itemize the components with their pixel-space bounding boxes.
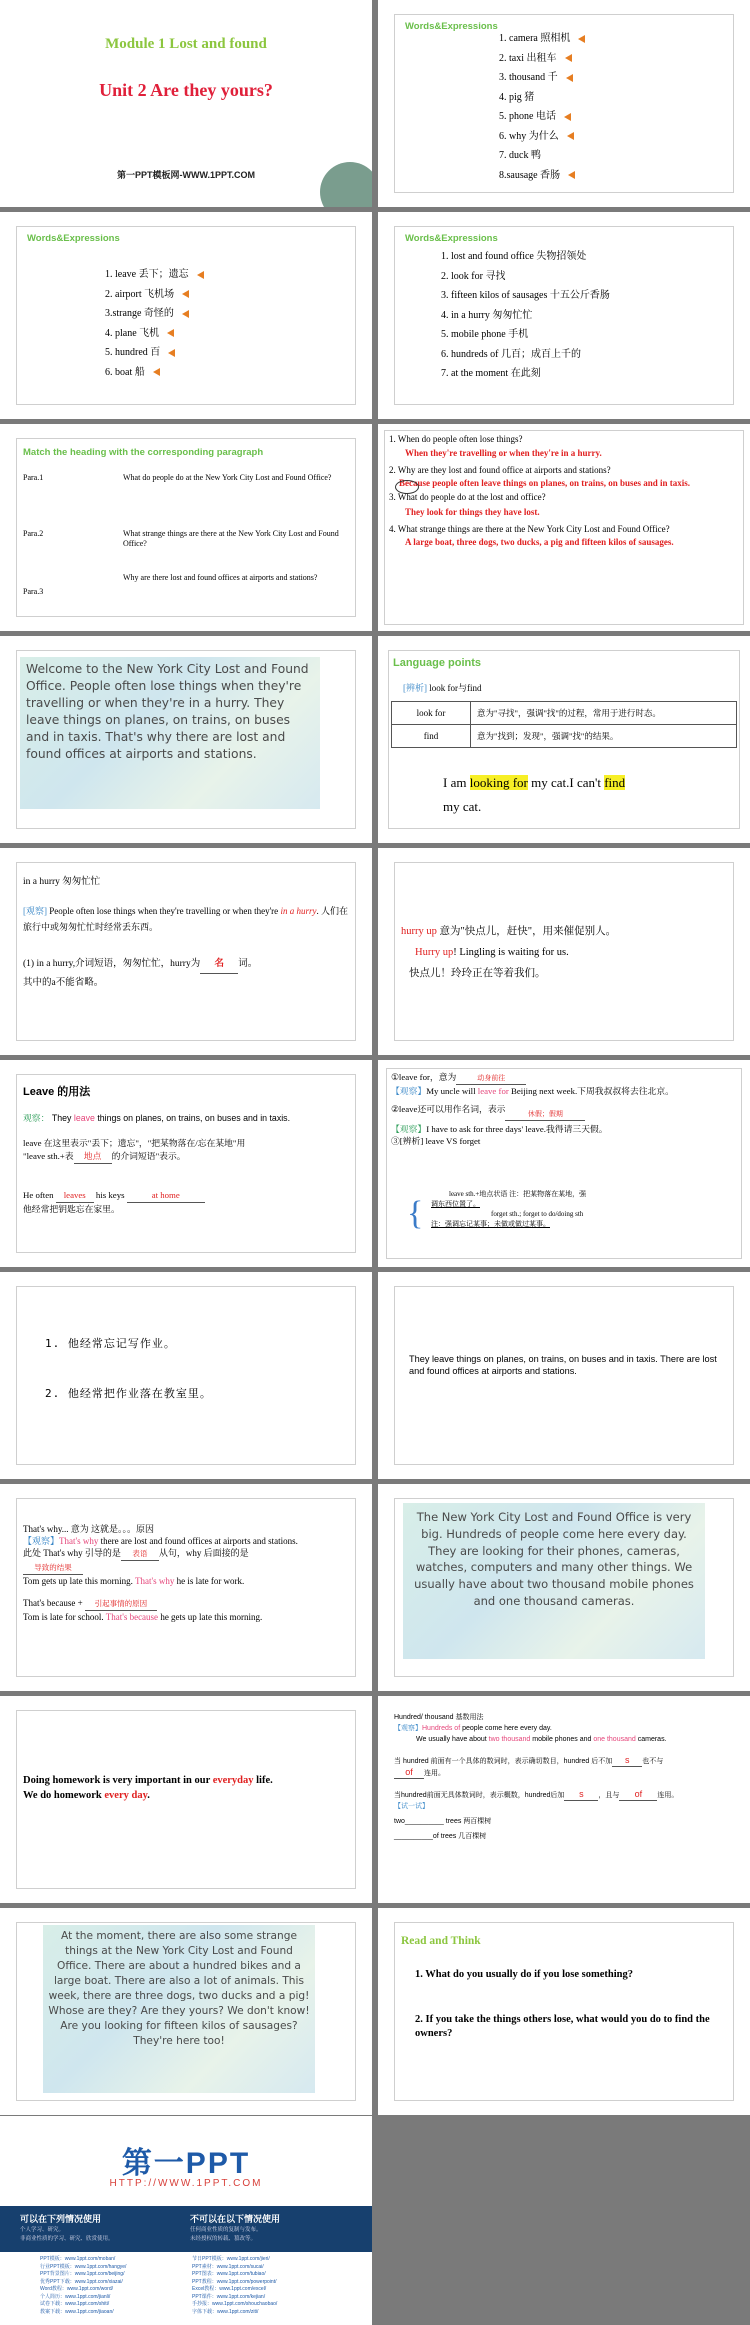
fill-blank: of <box>619 1789 657 1801</box>
passage-box <box>20 657 320 809</box>
lp-title: Language points <box>393 657 481 669</box>
slide-frame <box>16 862 356 1041</box>
slide-title <box>0 0 372 207</box>
fill-blank: at home <box>127 1189 205 1203</box>
question: 2. Why are they lost and found office at airports and stations? <box>389 465 611 475</box>
question: 4. What strange things are there at the New York City Lost and Found Office? <box>389 524 670 534</box>
sentence-text: They leave things on planes, on trains, on buses and in taxis. There are lost and found offices at airports and stations. <box>409 1354 717 1376</box>
list-item: 1. lost and found office 失物招领处 <box>441 251 587 262</box>
fill-blank: leaves <box>56 1189 94 1203</box>
slide-passage-1 <box>0 636 372 843</box>
note-line: (1) in a hurry,介词短语，匆匆忙忙，hurry为 名 词。 其中的a不能省略。 <box>23 955 349 992</box>
slide-frame <box>16 1074 356 1253</box>
link-item[interactable]: PPT课件：www.1ppt.com/kejian/ <box>192 2293 266 2300</box>
compare-notes: leave sth.+地点状语 注：把某物落在某地，强 调东西位置了。 forget sth.; forget to do/doing sth 注：强调忘记某事；未做或做过某事。 <box>431 1190 587 1228</box>
arrow-icon <box>565 54 572 62</box>
cell-word: look for <box>392 702 471 725</box>
answer: A large boat, three dogs, two ducks, a pig and fifteen kilos of sausages. <box>405 537 674 547</box>
slide-questions <box>378 424 750 631</box>
slide-in-a-hurry <box>0 848 372 1055</box>
tag: [辨析] <box>403 683 427 693</box>
everyday-sentences: Doing homework is very important in our everyday life. We do homework every day. <box>23 1775 273 1801</box>
arrow-icon <box>168 349 175 357</box>
question: 3. What do people do at the lost and office? <box>389 492 546 502</box>
table-row <box>392 725 737 748</box>
slide-frame <box>388 650 740 829</box>
answer: They look for things they have lost. <box>405 507 540 517</box>
link-item[interactable]: 试卷下载：www.1ppt.com/shiti/ <box>40 2301 110 2307</box>
arrow-icon <box>578 35 585 43</box>
slide-frame <box>386 1068 742 1259</box>
circle-mark <box>395 480 419 494</box>
rt-title: Read and Think <box>401 1935 481 1947</box>
fill-blank: 导致的结果 <box>23 1562 83 1575</box>
list-item: 6. boat 船 <box>105 363 204 383</box>
slide-words-1 <box>378 0 750 207</box>
bracket-icon: { <box>407 1195 424 1232</box>
slide-frame <box>16 1498 356 1677</box>
arrow-icon <box>566 74 573 82</box>
slide-frame <box>16 226 356 405</box>
link-item[interactable]: 节日PPT模板：www.1ppt.com/jieri/ <box>192 2256 270 2262</box>
list-item: 6. why 为什么 <box>499 127 585 147</box>
phrase-list <box>441 247 610 384</box>
translate-item: 2. 他经常把作业落在教室里。 <box>45 1387 212 1400</box>
word-list <box>499 29 585 185</box>
links-left <box>40 2256 126 2316</box>
heading-text: Why are there lost and found offices at airports and stations? <box>123 573 318 582</box>
passage-box <box>43 1925 315 2093</box>
slide-frame <box>394 1286 734 1465</box>
hundred-notes: Hundred/ thousand 基数用法 【观察】Hundreds of people come here every day. We usually have about two thousand mobile phones and one thousand cameras. 当 hundred 前面有一个具体的数词时，表示确切数目，hundred 后不加 s 也不与 of 连用。 当hundred前面无具体数词时，表示概数，hundred后加 s ，且与 of 连用。 【试一试】 two__________ trees 两百棵树 __________of trees 几百棵树 <box>394 1714 679 1840</box>
slide-read-think <box>378 1908 750 2115</box>
leave-observe: 观察： They leave things on planes, on trains, on buses and in taxis. <box>23 1113 291 1123</box>
slide-frame <box>16 650 356 829</box>
point-head: in a hurry 匆匆忙忙 <box>23 877 101 887</box>
heading-text: What do people do at the New York City Lost and Found Office? <box>123 473 332 482</box>
section-header: Words&Expressions <box>405 233 498 244</box>
slide-sentence <box>378 1272 750 1479</box>
para-label: Para.2 <box>23 529 44 538</box>
allowed-head: 可以在下列情况使用 <box>20 2214 102 2224</box>
fill-blank: of <box>394 1767 424 1779</box>
slide-phrases <box>378 212 750 419</box>
arrow-icon <box>153 368 160 376</box>
leave-title: Leave 的用法 <box>23 1086 91 1098</box>
section-header: Words&Expressions <box>405 21 498 32</box>
fill-blank: 动身前往 <box>456 1072 526 1085</box>
slide-frame <box>16 438 356 617</box>
slide-frame <box>16 1286 356 1465</box>
arrow-icon <box>182 310 189 318</box>
slide-passage-3 <box>0 1908 372 2115</box>
list-item: 7. duck 鸭 <box>499 150 541 161</box>
info-band: 可以在下列情况使用 个人学习、研究。 非商业性质的学习、研究、欣赏使用。 不可以在以下情况使用 任何商业性质的复制与发布。 未经授权的转载、篡改等。 PPT模板：www.1ppt.com/moban/ 行业PPT模板：www.1ppt.com/hangye/ PPT背景图片：www.1ppt.com/beijing/ 优秀PPT下载：www.1ppt.com/xiazai/ Word教程：www.1ppt.com/word/ 个人简历：www.1ppt.com/jianli/ 试卷下载：www.1ppt.com/shiti/ 教案下载：www.1ppt.com/jiaoan/ 节日PPT模板：www.1ppt.com/jieri/ PPT素材：www.1ppt.com/sucai/ PPT图表：www.1ppt.com/tubiao/ PPT教程：www.1ppt.com/powerpoint/ Excel教程：www.1ppt.com/excel/ PPT课件：www.1ppt.com/kejian/ 手抄报：www.1ppt.com/shouchaobao/ 字体下载：www.1ppt.com/ziti/ <box>0 2206 372 2325</box>
leave-example: He often leaves his keys at home 他经常把钥匙忘在家里。 <box>23 1189 351 1216</box>
slide-frame <box>394 862 734 1041</box>
answer: Because people often leave things on planes, on trains, on buses and in taxis. <box>399 478 691 488</box>
hurry-up-explain: hurry up 意为"快点儿，赶快"，用来催促别人。 Hurry up! Lingling is waiting for us. 快点儿！玲玲正在等着我们。 <box>401 926 617 979</box>
link-item[interactable]: 字体下载：www.1ppt.com/ziti/ <box>192 2308 259 2315</box>
section-header: Words&Expressions <box>27 233 120 244</box>
list-item: 4. in a hurry 匆匆忙忙 <box>441 309 533 321</box>
list-item: 4. pig 猪 <box>499 91 535 103</box>
arrow-icon <box>564 113 571 121</box>
highlight: find <box>604 775 626 790</box>
module-title: Module 1 Lost and found <box>105 36 267 52</box>
list-item: 4. plane 飞机 <box>105 324 204 344</box>
list-item: 3. fifteen kilos of sausages 十五公斤香肠 <box>441 290 610 301</box>
slide-translate <box>0 1272 372 1479</box>
thats-why-notes: That's why... 意为 这就是。。。原因 【观察】That's why there are lost and found offices at airports and stations. 此处 That's why 引导的是 表语 从句，why 后面接的是 导致的结果 Tom gets up late this morning. That's why he is late for work. That's because + 引起事情的原因 Tom is late for school. That's because he gets up late this morning. <box>23 1524 298 1622</box>
qa-block <box>389 434 739 548</box>
slide-match <box>0 424 372 631</box>
link-item[interactable]: PPT素材：www.1ppt.com/sucai/ <box>192 2263 264 2270</box>
slide-frame <box>394 1922 734 2101</box>
rt-question: 2. If you take the things others lose, what would you do to find the owners? <box>415 2014 710 2039</box>
answer: When they're travelling or when they're in a hurry. <box>405 448 602 458</box>
cell-desc: 意为"寻找"，强调"找"的过程，常用于进行时态。 <box>471 702 737 725</box>
unit-title: Unit 2 Are they yours? <box>99 80 273 100</box>
arrow-icon <box>568 171 575 179</box>
slide-ad <box>0 2116 372 2325</box>
brand-url: HTTP://WWW.1PPT.COM <box>109 2178 263 2189</box>
list-item: 5. hundred 百 <box>105 343 204 363</box>
cell-word: find <box>392 725 471 748</box>
table-row <box>392 702 737 725</box>
para-label: Para.3 <box>23 587 44 596</box>
match-title: Match the heading with the corresponding paragraph <box>23 447 264 458</box>
passage-text: At the moment, there are also some strange things at the New York City Lost and Found Office. There are about a hundred bikes and a large boat. There are also a lot of animals. This week, there are three dogs, two ducks and a pig! Whose are they? Are they yours? We don't know! Are you looking for fifteen kilos of sausages? They're here too! <box>48 1930 310 2047</box>
link-item[interactable]: Word教程：www.1ppt.com/word/ <box>40 2286 113 2292</box>
slide-language-points <box>378 636 750 843</box>
link-item[interactable]: 个人简历：www.1ppt.com/jianli/ <box>40 2293 111 2300</box>
fill-blank: 名 <box>200 955 238 974</box>
fill-blank: 地点 <box>74 1150 112 1164</box>
rt-question: 1. What do you usually do if you lose something? <box>415 1969 634 1980</box>
translate-item: 1. 他经常忘记写作业。 <box>45 1337 176 1350</box>
list-item: 2. taxi 出租车 <box>499 49 585 69</box>
slide-frame <box>16 1922 356 2101</box>
list-item: 8.sausage 香肠 <box>499 166 585 186</box>
slide-leave-for <box>378 1060 750 1267</box>
site-label: 第一PPT模板网-WWW.1PPT.COM <box>117 170 255 180</box>
observe-line: [观察] People often lose things when they're travelling or when they're in a hurry. 人们在旅行中或匆匆忙忙时经常丢东西。 <box>23 906 348 932</box>
heading-text: What strange things are there at the New York City Lost and Found Office? <box>123 529 339 548</box>
slide-frame <box>16 1710 356 1889</box>
slide-frame <box>394 226 734 405</box>
fill-blank: 引起事情的原因 <box>85 1598 157 1611</box>
slide-frame <box>394 1498 734 1677</box>
link-item[interactable]: PPT背景图片：www.1ppt.com/beijing/ <box>40 2271 125 2277</box>
link-item[interactable]: PPT教程：www.1ppt.com/powerpoint/ <box>192 2278 277 2285</box>
slide-thats-why <box>0 1484 372 1691</box>
list-item: 2. airport 飞机场 <box>105 285 204 305</box>
fill-blank: 休假；假期 <box>505 1108 585 1121</box>
link-item[interactable]: PPT图表：www.1ppt.com/tubiao/ <box>192 2271 266 2277</box>
slide-hundred-thousand <box>378 1696 750 1903</box>
link-item[interactable]: 教案下载：www.1ppt.com/jiaoan/ <box>40 2308 114 2315</box>
para-label: Para.1 <box>23 473 44 482</box>
list-item: 5. mobile phone 手机 <box>441 329 529 340</box>
link-item[interactable]: PPT模板：www.1ppt.com/moban/ <box>40 2256 116 2262</box>
list-item: 2. look for 寻找 <box>441 270 506 282</box>
question: 1. When do people often lose things? <box>389 434 523 444</box>
passage-text: Welcome to the New York City Lost and Found Office. People often lose things when they're travelling or when they're in a hurry. They leave things on planes, on trains, on buses and in taxis. That's why there are lost and found offices at airports and stations. <box>26 662 309 761</box>
list-item: 3. thousand 千 <box>499 68 585 88</box>
forbidden-head: 不可以在以下情况使用 <box>190 2214 281 2224</box>
slide-words-2 <box>0 212 372 419</box>
slide-frame <box>394 14 734 193</box>
arrow-icon <box>182 290 189 298</box>
slide-hurry-up <box>378 848 750 1055</box>
links-right <box>192 2256 277 2316</box>
fill-blank: 表语 <box>121 1548 159 1561</box>
arrow-icon <box>567 132 574 140</box>
compare-label: [辨析] look for与find <box>403 683 482 693</box>
compare-table <box>391 701 737 748</box>
brand-logo: 第一PPT <box>121 2147 251 2180</box>
word-list <box>105 265 204 382</box>
list-item: 5. phone 电话 <box>499 107 585 127</box>
link-item[interactable]: 优秀PPT下载：www.1ppt.com/xiazai/ <box>40 2278 123 2285</box>
link-item[interactable]: Excel教程：www.1ppt.com/excel/ <box>192 2286 267 2292</box>
list-item: 7. at the moment 在此刻 <box>441 368 541 379</box>
list-item: 1. camera 照相机 <box>499 29 585 49</box>
passage-text: The New York City Lost and Found Office is very big. Hundreds of people come here every day. They are looking for their phones, cameras, watches, computers and many other things. We usually have about two thousand mobile phones and one thousand cameras. <box>414 1510 694 1608</box>
example-sentence: I am looking for my cat.I can't find my cat. <box>443 775 626 814</box>
slide-leave-usage <box>0 1060 372 1267</box>
passage-box <box>403 1503 705 1659</box>
slide-frame <box>384 430 744 625</box>
list-item: 3.strange 奇怪的 <box>105 304 204 324</box>
link-item[interactable]: 手抄报：www.1ppt.com/shouchaobao/ <box>192 2301 278 2307</box>
fill-blank: s <box>564 1789 598 1801</box>
cell-desc: 意为"找到；发现"，强调"找"的结果。 <box>471 725 737 748</box>
slide-frame <box>394 1710 734 1889</box>
list-item: 6. hundreds of 几百；成百上千的 <box>441 348 581 360</box>
leave-for-notes: ①leave for，意为 动身前往 【观察】My uncle will leave for Beijing next week.下周我叔叔将去往北京。 ②leave还可以用作名词，表示 休假；假期 【观察】I have to ask for three days' leave.我得请三天假。 ③[辨析] leave VS forget <box>391 1072 674 1146</box>
link-item[interactable]: 行业PPT模板：www.1ppt.com/hangye/ <box>40 2263 127 2270</box>
leave-explain: leave 在这里表示"丢下；遗忘"，"把某物落在/忘在某地"用 "leave sth.+表 地点 的介词短语"表示。 <box>23 1137 351 1164</box>
slide-everyday <box>0 1696 372 1903</box>
highlight: looking for <box>469 775 528 790</box>
fill-blank: s <box>612 1755 642 1767</box>
arrow-icon <box>197 271 204 279</box>
slide-passage-2 <box>378 1484 750 1691</box>
arrow-icon <box>167 329 174 337</box>
list-item: 1. leave 丢下；遗忘 <box>105 265 204 285</box>
